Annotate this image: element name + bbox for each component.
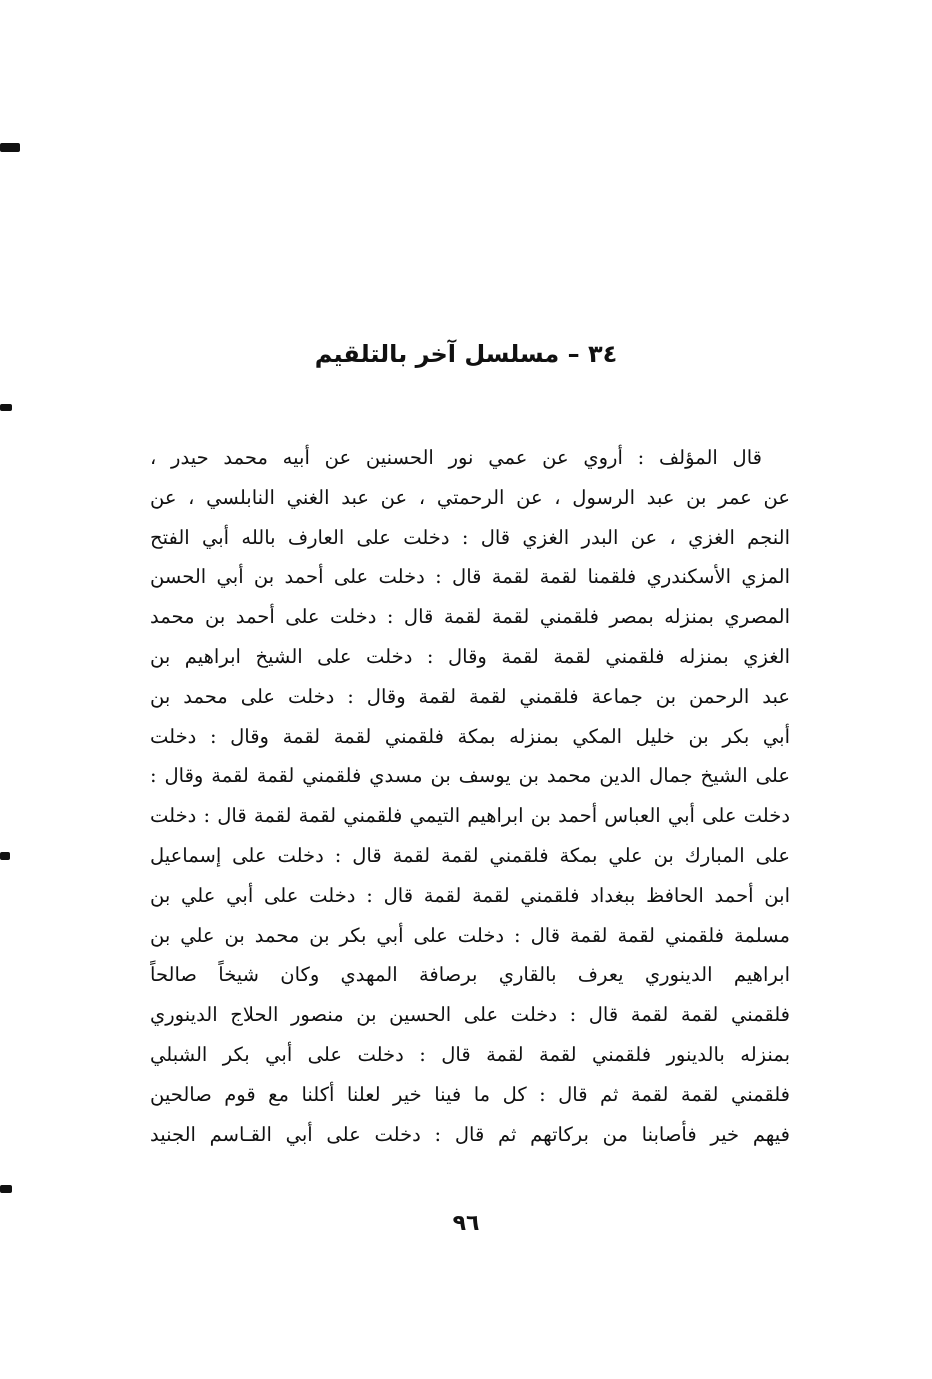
text-line: مسلمة فلقمني لقمة لقمة قال : دخلت على أبي بكر بن محمد بن علي بن [150,923,790,947]
text-line: فلقمني لقمة لقمة قال : دخلت على الحسين بن منصور الحلاج الدينوري [150,1003,790,1027]
text-line: فيهم خير فأصابنا من بركاتهم ثم قال : دخلت على أبي القـاسم الجنيد [150,1122,790,1146]
text-line: قال المؤلف : أروي عن عمي نور الحسنين عن أبيه محمد حيدر ، [150,446,762,469]
text-line: عن عمر بن عبد الرسول ، عن الرحمتي ، عن عبد الغني النابلسي ، عن [150,485,790,509]
text-line: النجم الغزي ، عن البدر الغزي قال : دخلت على العارف بالله أبي الفتح [150,525,790,549]
text-line: على الشيخ جمال الدين محمد بن يوسف بن مسدي فلقمني لقمة لقمة وقال : [150,764,790,788]
text-line: المصري بمنزله بمصر فلقمني لقمة لقمة قال : دخلت على أحمد بن محمد [150,605,790,629]
text-line: الغزي بمنزله فلقمني لقمة لقمة وقال : دخلت على الشيخ ابراهيم بن [150,644,790,668]
scan-edge-mark [0,852,10,860]
text-line: بمنزله بالدينور فلقمني لقمة لقمة قال : دخلت على أبي بكر الشبلي [150,1042,790,1066]
text-line: ابن أحمد الحافظ ببغداد فلقمني لقمة لقمة قال : دخلت على أبي علي بن [150,883,790,907]
chapter-title: ٣٤ – مسلسل آخر بالتلقيم [314,340,618,368]
page-number: ٩٦ [452,1211,480,1236]
body-text [150,438,790,1154]
text-line: أبي بكر بن خليل المكي بمنزله بمكة فلقمني لقمة لقمة وقال : دخلت [150,724,790,748]
text-line: عبد الرحمن بن جماعة فلقمني لقمة لقمة وقال : دخلت على محمد بن [150,684,790,708]
scan-edge-mark [0,404,12,411]
scan-edge-mark [0,1185,12,1193]
text-line: ابراهيم الدينوري يعرف بالقاري برصافة المهدي وكان شيخاً صالحاً [150,963,790,987]
text-line: المزي الأسكندري فلقمنا لقمة لقمة قال : دخلت على أحمد بن أبي الحسن [150,565,790,589]
scan-edge-mark [0,143,20,152]
text-line: على المبارك بن علي بمكة فلقمني لقمة لقمة قال : دخلت على إسماعيل [150,843,790,867]
text-line: دخلت على أبي العباس أحمد بن ابراهيم التيمي فلقمني لقمة لقمة قال : دخلت [150,804,790,828]
text-line: فلقمني لقمة لقمة ثم قال : كل ما فينا خير لعلنا أكلنا مع قوم صالحين [150,1082,790,1106]
